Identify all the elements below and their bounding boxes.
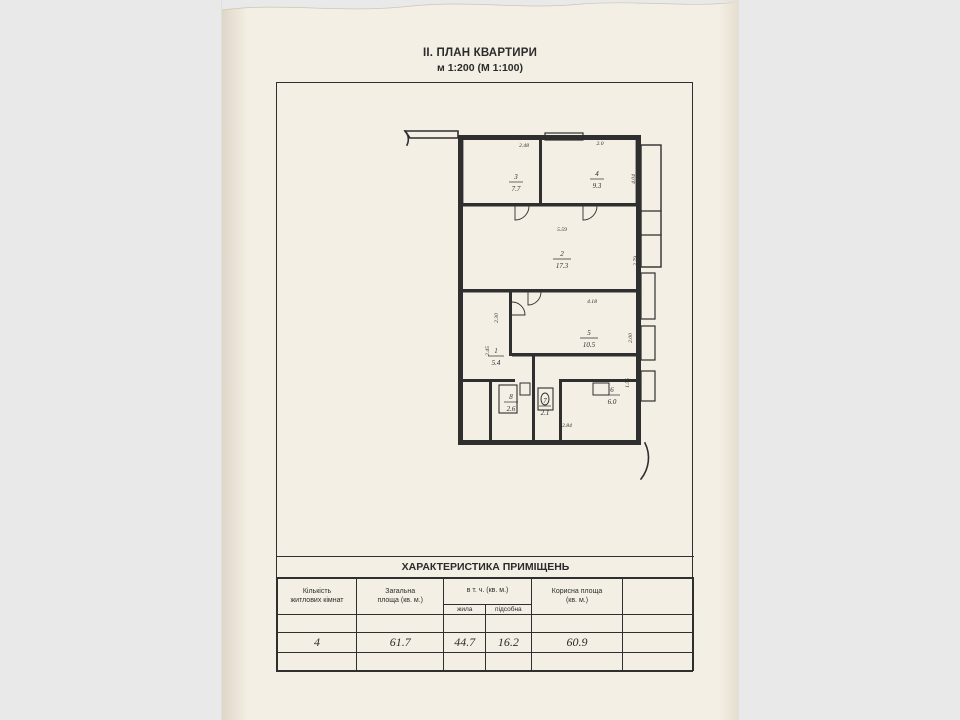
blank-cell-1 <box>278 615 357 633</box>
blank-cell-4 <box>485 615 531 633</box>
blank-cell-8 <box>357 653 444 671</box>
header-rooms <box>278 579 357 615</box>
svg-text:6.0: 6.0 <box>607 398 617 406</box>
value-rooms: 4 <box>278 633 357 653</box>
svg-text:4: 4 <box>595 170 599 178</box>
blank-cell-10 <box>485 653 531 671</box>
svg-text:9.3: 9.3 <box>592 182 602 190</box>
header-useful-area <box>531 579 623 615</box>
value-useful-area: 60.9 <box>531 633 623 653</box>
svg-text:3: 3 <box>514 173 518 181</box>
characteristics-grid <box>277 578 694 671</box>
header-total-area <box>357 579 444 615</box>
svg-text:7.7: 7.7 <box>511 185 521 193</box>
room-label-8 <box>504 393 518 413</box>
svg-text:2.84: 2.84 <box>562 423 572 429</box>
apartment-plan <box>277 83 694 579</box>
room-label-4 <box>590 170 604 190</box>
blank-cell-5 <box>531 615 623 633</box>
svg-text:2.00: 2.00 <box>628 333 634 343</box>
drawing-frame <box>276 82 693 672</box>
page-scale: м 1:200 (М 1:100) <box>437 62 523 74</box>
svg-text:5.59: 5.59 <box>557 227 567 233</box>
blank-cell-9 <box>444 653 486 671</box>
header-living: жила <box>444 605 486 615</box>
blank-cell-11 <box>531 653 623 671</box>
svg-text:2: 2 <box>560 250 564 258</box>
room-label-6 <box>604 386 620 406</box>
svg-text:2.48: 2.48 <box>519 143 529 149</box>
blank-cell-3 <box>444 615 486 633</box>
svg-text:4.04: 4.04 <box>631 174 637 184</box>
svg-text:8: 8 <box>509 393 513 401</box>
header-rooms-line2: житлових кімнат <box>290 596 344 604</box>
svg-text:1: 1 <box>494 347 498 355</box>
table-header-row <box>278 579 694 605</box>
svg-text:5.4: 5.4 <box>491 359 501 367</box>
characteristics-title: ХАРАКТЕРИСТИКА ПРИМІЩЕНЬ <box>277 557 694 578</box>
room-label-2 <box>553 250 571 270</box>
header-total-area-line2: площа (кв. м.) <box>377 596 423 604</box>
header-rooms-line1: Кількість <box>302 588 332 596</box>
blank-cell-6 <box>623 615 694 633</box>
blank-cell-12 <box>623 653 694 671</box>
room-label-3 <box>509 173 523 193</box>
table-values-row <box>278 633 694 653</box>
plan-drawing <box>277 83 694 579</box>
svg-text:2.1: 2.1 <box>540 409 550 417</box>
paper-edge <box>222 0 738 18</box>
table-blank-row-2 <box>278 653 694 671</box>
svg-text:4.18: 4.18 <box>587 299 597 305</box>
header-useful-area-line1: Корисна площа <box>551 588 603 596</box>
svg-text:2.79: 2.79 <box>633 256 639 266</box>
table-blank-row <box>278 615 694 633</box>
svg-text:2.30: 2.30 <box>494 313 500 323</box>
value-total-area: 61.7 <box>357 633 444 653</box>
svg-text:2.6: 2.6 <box>506 405 516 413</box>
header-including: в т. ч. (кв. м.) <box>444 579 531 605</box>
blank-cell-7 <box>278 653 357 671</box>
header-auxiliary: підсобна <box>485 605 531 615</box>
room-label-5 <box>580 329 598 349</box>
header-extra <box>623 579 694 615</box>
header-useful-area-line2: (кв. м.) <box>565 596 589 604</box>
svg-text:7: 7 <box>543 397 547 405</box>
blank-cell-2 <box>357 615 444 633</box>
svg-text:5: 5 <box>587 329 591 337</box>
svg-text:2.0: 2.0 <box>596 141 604 147</box>
header-total-area-line1: Загальна <box>385 588 416 596</box>
svg-text:17.3: 17.3 <box>555 262 569 270</box>
value-auxiliary: 16.2 <box>485 633 531 653</box>
svg-text:2.45: 2.45 <box>485 346 491 356</box>
svg-text:10.5: 10.5 <box>582 341 596 349</box>
page-title: II. ПЛАН КВАРТИРИ <box>422 47 538 59</box>
value-living: 44.7 <box>444 633 486 653</box>
svg-text:6: 6 <box>610 386 614 394</box>
characteristics-table <box>277 556 694 671</box>
scanned-sheet <box>222 0 738 720</box>
svg-text:1.55: 1.55 <box>625 378 631 388</box>
value-extra <box>623 633 694 653</box>
